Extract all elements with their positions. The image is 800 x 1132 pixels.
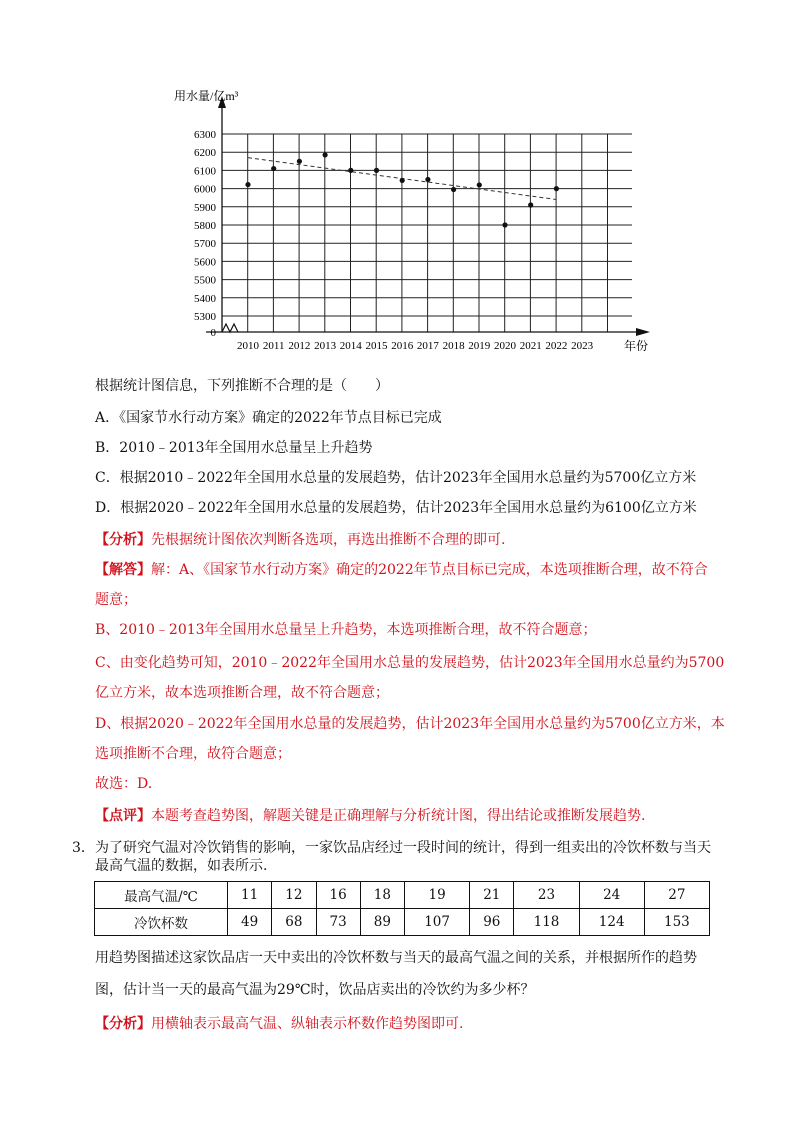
answer-line-3: B、2010﹣2013年全国用水总量呈上升趋势，本选项推断合理，故不符合题意； [95, 622, 597, 638]
table-cell: 11 [228, 882, 272, 909]
y-tick-label: 6300 [194, 129, 216, 141]
y-tick-label: 5300 [194, 311, 216, 323]
data-point [425, 177, 430, 182]
table-cell: 21 [470, 882, 514, 909]
y-tick-label: 5700 [194, 238, 216, 251]
x-tick-label: 2018 [442, 340, 465, 352]
question-line: 根据统计图信息，下列推断不合理的是（ ） [95, 378, 389, 394]
y-tick-label: 5600 [194, 256, 216, 269]
x-tick-label: 2017 [416, 340, 439, 352]
answer-line-5: 亿立方米，故本选项推断合理，故不符合题意； [95, 685, 389, 701]
answer-line-2: 题意； [95, 592, 137, 608]
table-cell: 24 [579, 882, 644, 909]
option-d: D．根据2020﹣2022年全国用水总量的发展趋势，估计2023年全国用水总量约为6100亿立方米 [95, 500, 697, 516]
question-3-line-1: 为了研究气温对冷饮销售的影响，一家饮品店经过一段时间的统计，得到一组卖出的冷饮杯数与当天 [95, 840, 711, 856]
x-tick-label: 2011 [262, 340, 285, 352]
y-tick-label: 5500 [194, 274, 216, 287]
question-3-line-3: 用趋势图描述这家饮品店一天中卖出的冷饮杯数与当天的最高气温之间的关系，并根据所作的趋势 [95, 950, 697, 966]
answer-line-7: 选项推断不合理，故符合题意； [95, 746, 291, 762]
y-tick-label: 5800 [194, 220, 216, 232]
data-point [554, 186, 559, 191]
data-point [502, 222, 507, 227]
x-tick-label: 2023 [571, 340, 594, 352]
answer-text-1: 解：A、《国家节水行动方案》确定的2022年节点目标已完成，本选项推断合理，故不符合 [151, 562, 708, 578]
table-row [95, 909, 710, 936]
x-tick-label: 2010 [237, 340, 259, 352]
axis-break [222, 324, 238, 332]
table-cell: 27 [644, 882, 709, 909]
water-usage-chart [150, 88, 670, 358]
y-tick-label: 5400 [194, 292, 216, 305]
table-row [95, 882, 710, 909]
y-tick-label: 6200 [194, 147, 216, 160]
temperature-sales-table [94, 881, 710, 936]
x-tick-label: 2016 [391, 340, 414, 352]
table-cell: 18 [360, 882, 404, 909]
table-cell: 124 [579, 909, 644, 936]
table-cell: 16 [316, 882, 360, 909]
x-tick-label: 2022 [545, 340, 568, 352]
comment-tag: 【点评】 [95, 808, 151, 824]
table-cell: 12 [272, 882, 316, 909]
y-tick-label: 6000 [194, 183, 216, 196]
data-point [245, 182, 250, 187]
table-cell: 68 [272, 909, 316, 936]
table-row-label: 冷饮杯数 [95, 909, 228, 936]
table-cell: 107 [405, 909, 470, 936]
analysis-text: 用横轴表示最高气温、纵轴表示杯数作趋势图即可. [151, 1016, 464, 1032]
analysis-tag: 【分析】 [95, 1016, 151, 1032]
table-cell: 118 [514, 909, 579, 936]
analysis-text: 先根据统计图依次判断各选项，再选出推断不合理的即可. [151, 532, 506, 548]
x-tick-label: 2021 [519, 340, 542, 352]
table-cell: 73 [316, 909, 360, 936]
table-row-label: 最高气温/℃ [95, 882, 228, 909]
question-3-line-4: 图，估计当一天的最高气温为29℃时，饮品店卖出的冷饮约为多少杯？ [95, 982, 535, 998]
x-tick-label: 2020 [494, 340, 516, 352]
option-a: A．《国家节水行动方案》确定的2022年节点目标已完成 [95, 410, 442, 426]
y-axis-label: 用水量/亿m³ [174, 89, 239, 103]
x-tick-label: 2014 [339, 340, 362, 352]
answer-line-6: D、根据2020﹣2022年全国用水总量的发展趋势，估计2023年全国用水总量约为5700亿立方米，本 [95, 716, 725, 732]
data-point [400, 178, 405, 183]
y-tick-label: 0 [210, 327, 216, 339]
answer-line-1 [95, 560, 708, 580]
data-point [348, 168, 353, 173]
comment-1 [95, 806, 645, 826]
analysis-tag: 【分析】 [95, 532, 151, 548]
x-axis-arrow [636, 328, 650, 336]
answer-tag: 【解答】 [95, 562, 151, 578]
data-point [374, 168, 379, 173]
question-3-line-2: 最高气温的数据，如表所示. [95, 858, 268, 874]
data-point [528, 202, 533, 207]
data-point [323, 152, 328, 157]
data-point [451, 187, 456, 192]
table-cell: 153 [644, 909, 709, 936]
comment-text: 本题考查趋势图，解题关键是正确理解与分析统计图，得出结论或推断发展趋势. [151, 808, 646, 824]
analysis-2 [95, 1014, 463, 1034]
x-axis-label: 年份 [624, 339, 649, 353]
answer-line-4: C、由变化趋势可知，2010﹣2022年全国用水总量的发展趋势，估计2023年全国用水总量约为5700 [95, 655, 725, 671]
data-point [477, 182, 482, 187]
table-cell: 89 [360, 909, 404, 936]
table-cell: 49 [228, 909, 272, 936]
table-cell: 23 [514, 882, 579, 909]
data-point [297, 159, 302, 164]
option-b: B．2010﹣2013年全国用水总量呈上升趋势 [95, 440, 373, 456]
y-tick-label: 5900 [194, 201, 216, 214]
data-point [271, 166, 276, 171]
x-tick-label: 2013 [314, 340, 337, 352]
x-tick-label: 2012 [288, 340, 311, 352]
answer-line-8: 故选：D. [95, 776, 153, 792]
x-tick-label: 2019 [468, 340, 491, 352]
analysis-1 [95, 530, 505, 550]
option-c: C．根据2010﹣2022年全国用水总量的发展趋势，估计2023年全国用水总量约为5700亿立方米 [95, 470, 697, 486]
question-3-number: 3． [72, 840, 95, 856]
table-cell: 19 [405, 882, 470, 909]
table-cell: 96 [470, 909, 514, 936]
x-tick-label: 2015 [365, 340, 388, 352]
y-tick-label: 6100 [194, 165, 216, 178]
